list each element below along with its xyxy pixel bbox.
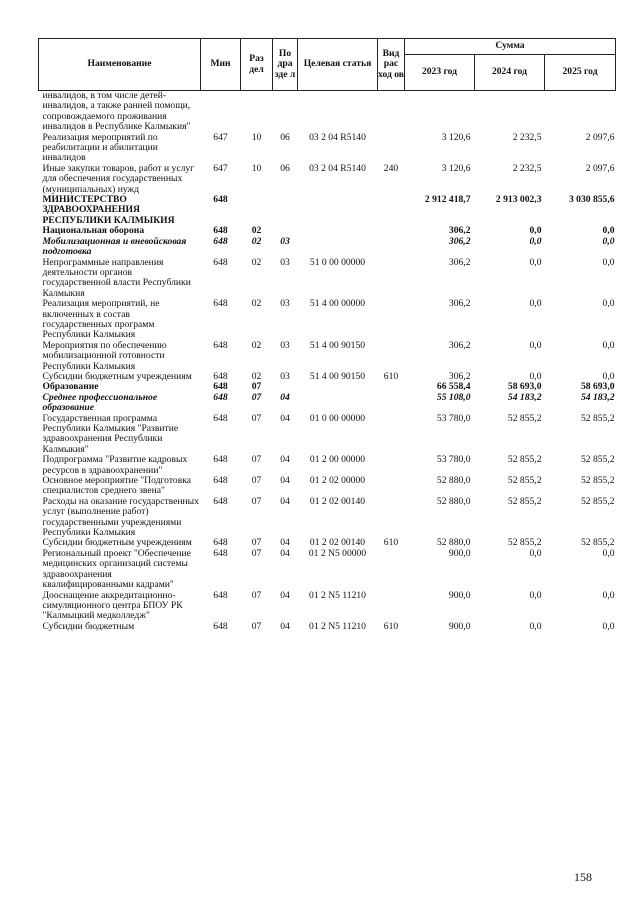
row-podrazdel: 04 [280, 589, 290, 601]
table-row [39, 133, 616, 164]
row-podrazdel: 04 [280, 495, 290, 507]
table-row [39, 591, 616, 622]
row-podrazdel: 06 [280, 131, 290, 143]
row-target: 01 0 00 00000 [309, 412, 366, 424]
row-vid [378, 133, 405, 164]
row-podrazdel: 03 [280, 235, 290, 247]
row-razdel: 07 [251, 454, 262, 466]
table-row [39, 549, 616, 591]
row-name: Иные закупки товаров, работ и услуг для обеспечения государственных (муниципальных) нужд [42, 162, 195, 195]
row-podrazdel: 04 [280, 454, 290, 466]
row-podrazdel [273, 91, 298, 133]
row-name: инвалидов, в том числе детей-инвалидов, а также ранней помощи, сопровождаемого проживания инвалидов в Республике Калмыкия" [42, 90, 191, 133]
row-razdel: 07 [251, 589, 262, 601]
table-row [39, 258, 616, 300]
row-sum-2023: 306,2 [448, 256, 471, 268]
row-sum-2025: 52 855,2 [580, 412, 615, 424]
row-min: 648 [213, 225, 228, 237]
table-row [39, 164, 616, 195]
row-name: Среднее профессиональное образование [42, 391, 158, 414]
row-min: 648 [213, 589, 228, 601]
row-vid [378, 382, 405, 392]
row-sum-2024: 2 913 002,3 [495, 194, 542, 206]
row-sum-2023: 900,0 [448, 589, 471, 601]
header-2023: 2023 год [405, 55, 475, 91]
row-vid [378, 497, 405, 539]
table-row [39, 299, 616, 341]
row-podrazdel: 04 [280, 412, 290, 424]
row-target: 51 4 00 00000 [309, 298, 366, 310]
row-target: 01 2 00 00000 [309, 454, 366, 466]
table-row [39, 476, 616, 497]
table-row [39, 497, 616, 539]
row-target: 01 2 N5 11210 [309, 620, 366, 632]
row-name: Мобилизационная и вневойсковая подготовка [42, 235, 187, 258]
table-row [39, 91, 616, 133]
row-sum-2025: 0,0 [602, 339, 615, 351]
row-razdel: 07 [251, 412, 262, 424]
row-sum-2025: 3 030 855,6 [568, 194, 615, 206]
table-row [39, 237, 616, 258]
row-vid [378, 341, 405, 372]
row-sum-2025: 52 855,2 [580, 537, 615, 549]
row-target: 01 2 02 00140 [309, 537, 366, 549]
row-min: 648 [213, 391, 228, 403]
row-podrazdel: 04 [280, 547, 290, 559]
row-razdel: 07 [251, 537, 262, 549]
row-razdel [241, 91, 273, 133]
row-name: Государственная программа Республики Калмыкия "Развитие здравоохранения Республики Калмыкия" [42, 412, 179, 455]
row-sum-2023: 900,0 [448, 620, 471, 632]
row-razdel: 07 [251, 495, 262, 507]
row-sum-2025 [545, 91, 616, 133]
row-vid [378, 226, 405, 236]
row-podrazdel: 03 [280, 339, 290, 351]
row-sum-2024: 2 232,5 [512, 131, 542, 143]
row-razdel: 07 [251, 391, 262, 403]
row-sum-2024: 0,0 [529, 225, 542, 237]
header-2024: 2024 год [475, 55, 545, 91]
row-target [298, 237, 378, 258]
row-name: Субсидии бюджетным учреждениям [42, 537, 192, 549]
row-razdel: 02 [251, 225, 262, 237]
row-min: 648 [213, 256, 228, 268]
header-razdel: Раз дел [241, 39, 273, 91]
table-row [39, 414, 616, 456]
row-name: Национальная оборона [42, 225, 145, 237]
table-row [39, 195, 616, 226]
row-razdel: 07 [251, 547, 262, 559]
row-min: 648 [213, 381, 228, 393]
row-sum-2025: 58 693,0 [580, 381, 615, 393]
page-number: 158 [574, 870, 592, 884]
row-sum-2025: 0,0 [602, 620, 615, 632]
row-sum-2023: 306,2 [448, 225, 471, 237]
row-name: Региональный проект "Обеспечение медицинских организаций системы здравоохранения квалифицированными кадрами" [42, 547, 191, 591]
row-sum-2023: 52 880,0 [436, 495, 471, 507]
row-sum-2024: 2 232,5 [512, 162, 542, 174]
table-body [39, 91, 616, 633]
row-sum-2024: 0,0 [529, 547, 542, 559]
row-name: Дооснащение аккредитационно-симуляционного центра БПОУ РК "Калмыцкий медколледж" [42, 589, 183, 622]
row-target [298, 195, 378, 226]
row-vid [378, 393, 405, 414]
row-vid [378, 591, 405, 622]
row-vid [378, 476, 405, 497]
row-razdel: 02 [251, 370, 262, 382]
row-razdel: 10 [251, 131, 262, 143]
row-razdel: 02 [251, 298, 262, 310]
row-sum-2023: 66 558,4 [436, 381, 471, 393]
row-target [298, 91, 378, 133]
row-razdel: 07 [251, 381, 262, 393]
row-sum-2024: 52 855,2 [507, 537, 542, 549]
row-target: 51 0 00 00000 [309, 256, 366, 268]
row-sum-2024: 0,0 [529, 256, 542, 268]
row-sum-2025: 52 855,2 [580, 475, 615, 487]
row-target: 03 2 04 R5140 [309, 131, 366, 143]
row-razdel: 07 [251, 475, 262, 487]
row-vid: 240 [383, 162, 399, 174]
row-sum-2023: 306,2 [448, 339, 471, 351]
row-min: 648 [213, 537, 228, 549]
row-sum-2025: 2 097,6 [585, 131, 615, 143]
row-sum-2025: 0,0 [602, 235, 615, 247]
row-name: Субсидии бюджетным [42, 620, 135, 632]
row-name: Субсидии бюджетным учреждениям [42, 370, 192, 382]
row-sum-2024: 0,0 [529, 235, 542, 247]
row-razdel: 02 [251, 235, 262, 247]
header-min: Мин [201, 39, 241, 91]
row-name: Расходы на оказание государственных услуг (выполнение работ) государственными учреждениями Республики Калмыкия [42, 495, 199, 539]
row-sum-2023: 306,2 [448, 370, 471, 382]
row-razdel: 02 [251, 339, 262, 351]
row-sum-2023: 3 120,6 [441, 162, 471, 174]
table-row [39, 622, 616, 632]
row-podrazdel: 03 [280, 370, 290, 382]
row-sum-2023: 306,2 [448, 235, 471, 247]
row-sum-2025: 0,0 [602, 256, 615, 268]
row-sum-2024: 0,0 [529, 339, 542, 351]
row-sum-2025: 52 855,2 [580, 454, 615, 466]
row-min: 648 [213, 235, 228, 247]
row-sum-2023: 52 880,0 [436, 537, 471, 549]
row-podrazdel: 03 [280, 256, 290, 268]
table-row [39, 455, 616, 476]
row-target: 51 4 00 90150 [309, 370, 366, 382]
row-podrazdel: 04 [280, 537, 290, 549]
row-podrazdel: 03 [280, 298, 290, 310]
row-sum-2024: 0,0 [529, 298, 542, 310]
header-2025: 2025 год [545, 55, 616, 91]
row-min: 648 [213, 547, 228, 559]
row-sum-2024: 52 855,2 [507, 475, 542, 487]
row-sum-2024: 58 693,0 [507, 381, 542, 393]
row-razdel: 02 [251, 256, 262, 268]
row-min: 648 [213, 475, 228, 487]
row-podrazdel: 06 [280, 162, 290, 174]
row-min: 647 [213, 162, 228, 174]
row-sum-2024: 52 855,2 [507, 412, 542, 424]
row-vid [378, 237, 405, 258]
row-sum-2025: 2 097,6 [585, 162, 615, 174]
table-row [39, 393, 616, 414]
row-min: 647 [213, 131, 228, 143]
row-target [298, 226, 378, 236]
row-sum-2023: 900,0 [448, 547, 471, 559]
row-razdel: 07 [251, 620, 262, 632]
row-sum-2024: 0,0 [529, 589, 542, 601]
row-min: 648 [213, 412, 228, 424]
header-summa: Сумма [405, 39, 616, 55]
header-podrazdel: По дра зде л [273, 39, 298, 91]
row-podrazdel: 04 [280, 391, 290, 403]
row-vid [378, 195, 405, 226]
row-sum-2023: 55 108,0 [436, 391, 471, 403]
row-min [201, 91, 241, 133]
row-razdel [241, 195, 273, 226]
row-sum-2025: 0,0 [602, 298, 615, 310]
row-name: Образование [42, 381, 99, 393]
row-sum-2023: 52 880,0 [436, 475, 471, 487]
row-sum-2025: 0,0 [602, 589, 615, 601]
row-vid [378, 455, 405, 476]
row-sum-2025: 0,0 [602, 225, 615, 237]
row-vid [378, 91, 405, 133]
row-vid: 610 [383, 620, 399, 632]
row-sum-2024: 52 855,2 [507, 495, 542, 507]
row-vid [378, 299, 405, 341]
row-min: 648 [213, 370, 228, 382]
row-sum-2024: 52 855,2 [507, 454, 542, 466]
row-vid [378, 549, 405, 591]
row-min: 648 [213, 454, 228, 466]
row-sum-2023: 53 780,0 [436, 454, 471, 466]
row-target [298, 393, 378, 414]
row-target: 01 2 N5 11210 [309, 589, 366, 601]
row-min: 648 [213, 339, 228, 351]
row-min: 648 [213, 620, 228, 632]
row-vid [378, 414, 405, 456]
row-vid [378, 258, 405, 300]
row-target: 01 2 02 00140 [309, 495, 366, 507]
row-sum-2024: 0,0 [529, 370, 542, 382]
row-sum-2025: 0,0 [602, 370, 615, 382]
header-target: Целевая статья [298, 39, 378, 91]
row-name: Реализация мероприятий, не включенных в состав государственных программ Республики Калмыкия [42, 298, 160, 341]
header-vid: Вид рас ход ов [378, 39, 405, 91]
row-min: 648 [213, 495, 228, 507]
row-sum-2023: 2 912 418,7 [424, 194, 471, 206]
row-name: Мероприятия по обеспечению мобилизационной готовности Республики Калмыкия [42, 339, 167, 372]
row-sum-2024: 54 183,2 [507, 391, 542, 403]
row-sum-2023: 306,2 [448, 298, 471, 310]
row-podrazdel: 04 [280, 475, 290, 487]
row-sum-2023: 53 780,0 [436, 412, 471, 424]
row-target [298, 382, 378, 392]
row-name: Подпрограмма "Развитие кадровых ресурсов в здравоохранении" [42, 454, 188, 476]
row-name: МИНИСТЕРСТВО ЗДРАВООХРАНЕНИЯ РЕСПУБЛИКИ КАЛМЫКИЯ [42, 194, 175, 226]
row-sum-2025: 0,0 [602, 547, 615, 559]
row-sum-2025: 52 855,2 [580, 495, 615, 507]
row-razdel: 10 [251, 162, 262, 174]
row-sum-2024 [475, 91, 545, 133]
row-min: 648 [213, 298, 228, 310]
row-name: Непрограммные направления деятельности органов государственной власти Республики Калмыкия [42, 256, 191, 299]
budget-table [38, 38, 616, 632]
row-podrazdel: 04 [280, 620, 290, 632]
row-target: 01 2 N5 00000 [308, 547, 367, 559]
row-vid: 610 [383, 537, 399, 549]
row-sum-2023: 3 120,6 [441, 131, 471, 143]
row-target: 01 2 02 00000 [309, 475, 366, 487]
row-name: Реализация мероприятий по реабилитации и абилитации инвалидов [42, 131, 158, 164]
row-sum-2024: 0,0 [529, 620, 542, 632]
row-target: 03 2 04 R5140 [309, 162, 366, 174]
row-name: Основное мероприятие "Подготовка специалистов среднего звена" [42, 475, 192, 497]
row-target: 51 4 00 90150 [309, 339, 366, 351]
row-min: 648 [213, 194, 228, 206]
row-podrazdel [273, 195, 298, 226]
header-name: Наименование [39, 39, 201, 91]
row-sum-2025: 54 183,2 [580, 391, 615, 403]
row-sum-2023 [405, 91, 475, 133]
table-row [39, 341, 616, 372]
row-vid: 610 [383, 370, 399, 382]
